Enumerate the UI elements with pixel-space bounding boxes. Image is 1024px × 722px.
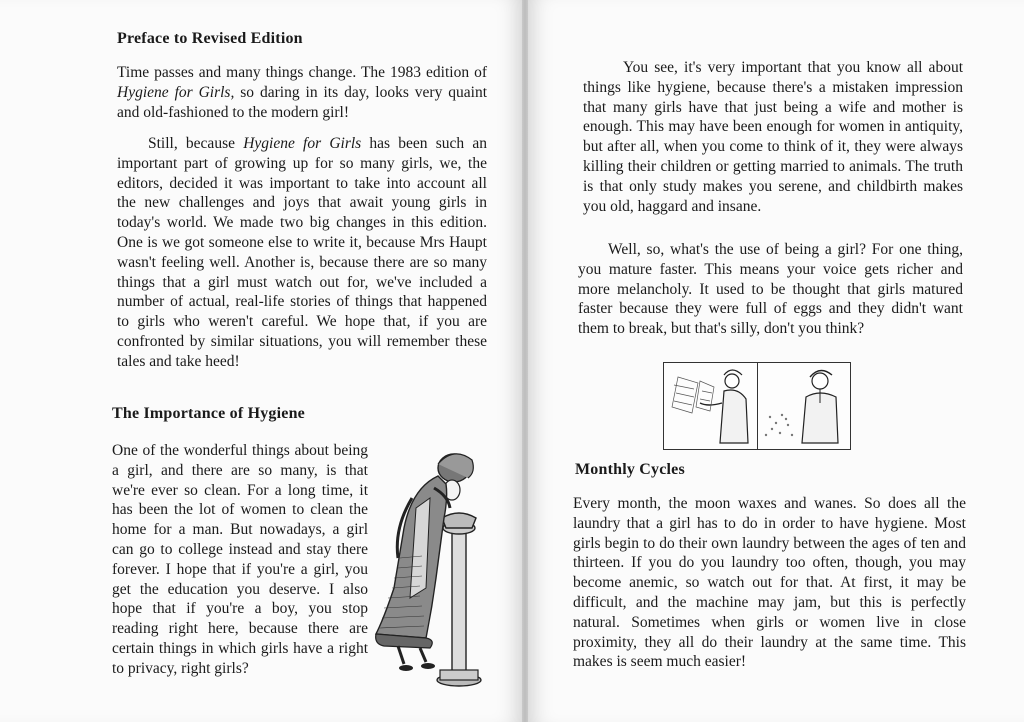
- panel-left-woman-shaking-laundry: [664, 363, 757, 449]
- girl-drinking-fountain-illustration: [364, 438, 494, 692]
- right-paragraph-1: You see, it's very important that you know all about things like hygiene, because there's a mistaken impression that many girls have that just being a wife and mother is enough. This may have been enough for women in antiquity, but after all, when you come to think of it, they were always killing their children or getting married to animals. The truth is that only study makes you serene, and childbirth makes you old, haggard and insane.: [583, 59, 963, 215]
- preface-paragraph-1: Time passes and many things change. The 1983 edition of Hygiene for Girls, so daring in its day, looks very quaint and old-fashioned to the modern girl!: [117, 64, 487, 121]
- right-page: [528, 0, 1024, 722]
- importance-paragraph: One of the wonderful things about being a girl, and there are so many, is that we're ever so clean. For a long time, it has been the lot of women to clean the home for a man. But nowadays, a girl can go to college instead and stay there forever. I hope that if you're a girl, you get the education you deserve. I also hope that if you're a boy, you stop reading right here, because there are certain things in which girls have a right to privacy, right girls?: [112, 442, 368, 677]
- monthly-cycles-paragraph: Every month, the moon waxes and wanes. So does all the laundry that a girl has to do in order to have hygiene. Most girls begin to do their own laundry between the ages of ten and thirteen. If you do you laundry too often, though, you may become anemic, so watch out for that. At first, it may be difficult, and the machine may jam, but this is perfectly natural. Sometimes when girls or women live in close proximity, they all do their laundry at the same time. This makes is seem much easier!: [573, 495, 966, 671]
- right-paragraph-2: Well, so, what's the use of being a girl? For one thing, you mature faster. This means your voice gets richer and more melancholy. It used to be thought that girls matured faster because they were full of eggs and they didn't want them to break, but that's silly, don't you think?: [578, 241, 963, 338]
- importance-heading: The Importance of Hygiene: [112, 405, 305, 422]
- monthly-cycles-heading: Monthly Cycles: [575, 461, 685, 478]
- panel-right-woman-sitting: [757, 363, 851, 449]
- preface-heading: Preface to Revised Edition: [117, 30, 303, 47]
- laundry-panel-illustration: [663, 362, 851, 450]
- preface-paragraph-2: Still, because Hygiene for Girls has been such an important part of growing up for so many girls, we, the editors, decided it was important to take into account all the new challenges and joys that await young girls in today's world. We made two big changes in this edition. One is we got someone else to write it, because Mrs Haupt wasn't feeling well. Another is, because there are so many things that a girl must watch out for, we've included a number of actual, real-life stories of things that happened to girls who weren't careful. We hope that, if you are confronted by similar situations, you will remember these tales and take heed!: [117, 135, 487, 370]
